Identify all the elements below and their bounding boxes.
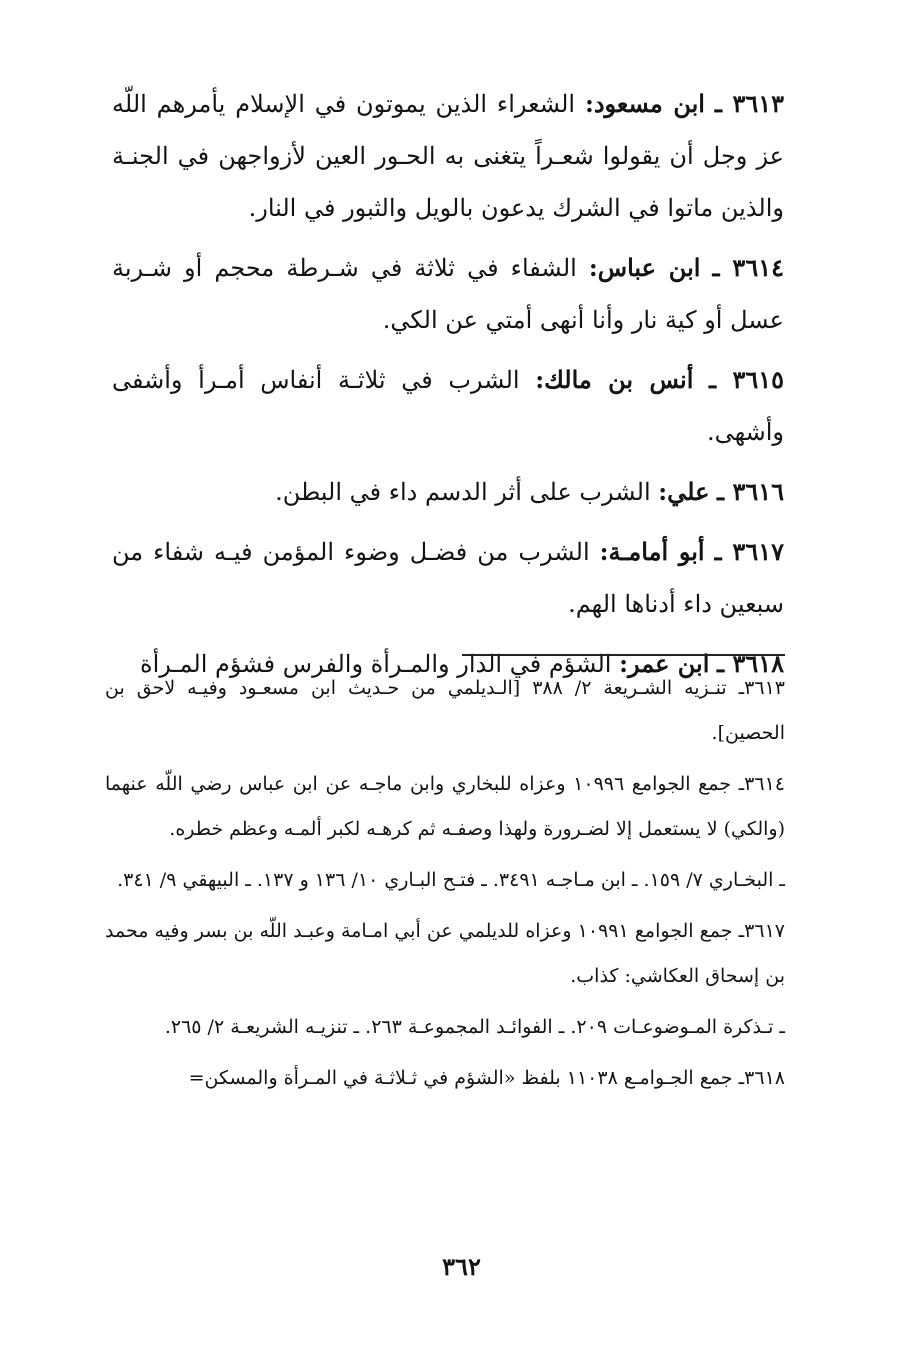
entry-number: ٣٦١٨ ـ bbox=[717, 649, 784, 678]
footnote-3618: ٣٦١٨ـ جمع الجـوامـع ١١٠٣٨ بلفظ «الشؤم في ثـلاثـة في المـرأة والمسكن= bbox=[188, 1067, 785, 1089]
footnote-3614: ٣٦١٤ـ جمع الجوامع ١٠٩٩٦ وعزاه للبخاري وابن ماجـه عن ابن عباس رضي اللّه عنهما (والكي) لا يستعمل إلا لضـرورة ولهذا وصفـه ثم كرهـه لكبر ألمـه وعظم خطره. bbox=[105, 773, 785, 840]
entry-narrator: ابن عباس: bbox=[588, 253, 701, 282]
entry-narrator: علي: bbox=[658, 477, 710, 506]
main-text bbox=[112, 78, 784, 698]
entry-number: ٣٦١٧ ـ bbox=[714, 537, 784, 566]
entry-text: الشفاء في ثلاثة في شـرطة محجم أو شـربة عسل أو كية نار وأنا أنهى أمتي عن الكي. bbox=[112, 254, 784, 334]
entry-text: الشرب من فضـل وضوء المؤمن فيـه شفاء من سبعين داء أدناها الهم. bbox=[112, 538, 784, 618]
page-number: ٣٦٢ bbox=[442, 1252, 481, 1281]
entry-narrator: أنس بن مالك: bbox=[535, 365, 694, 394]
footnotes bbox=[105, 666, 785, 1107]
entry-text: الشعراء الذين يموتون في الإسلام يأمرهم اللّه عز وجل أن يقولوا شعـراً يتغنى به الحـور العين لأزواجهن في الجنـة والذين ماتوا في الشرك يدعون بالويل والثبور في النار. bbox=[112, 90, 785, 222]
entry-number: ٣٦١٦ ـ bbox=[717, 477, 784, 506]
entry-text: الشرب على أثر الدسم داء في البطن. bbox=[275, 478, 651, 506]
entry-3616 bbox=[112, 466, 784, 518]
footnote-3613: ٣٦١٣ـ تنـزيه الشـريعة ٢/ ٣٨٨ [الـديلمي من حـديث ابن مسعـود وفيـه لاحق بن الحصين]. bbox=[105, 677, 785, 744]
entry-number: ٣٦١٣ ـ bbox=[714, 89, 785, 118]
entry-3617 bbox=[112, 526, 784, 630]
footnote-3617-sources: ـ تـذكرة المـوضوعـات ٢٠٩. ـ الفوائـد المجموعـة ٢٦٣. ـ تنزيـه الشريعـة ٢/ ٢٦٥. bbox=[164, 1016, 785, 1038]
entry-number: ٣٦١٤ ـ bbox=[712, 253, 784, 282]
entry-number: ٣٦١٥ ـ bbox=[709, 365, 785, 394]
footnote-3617: ٣٦١٧ـ جمع الجوامع ١٠٩٩١ وعزاه للديلمي عن أبي امـامة وعبـد اللّه بن بسر وفيه محمد بن إسحاق العكاشي: كذاب. bbox=[105, 920, 785, 987]
entry-3614 bbox=[112, 242, 784, 346]
entry-narrator: أبو أمامـة: bbox=[599, 537, 705, 566]
footnote-3614-sources: ـ البخـاري ٧/ ١٥٩. ـ ابن مـاجـه ٣٤٩١. ـ فتـح البـاري ١٠/ ١٣٦ و ١٣٧. ـ البيهقي ٩/ ٣٤١. bbox=[117, 869, 785, 891]
footnote-divider bbox=[462, 654, 785, 656]
entry-3613 bbox=[112, 78, 784, 234]
entry-text: الشرب في ثلاثـة أنفاس أمـرأ وأشفى وأشهى. bbox=[112, 366, 784, 446]
entry-text: الشؤم في الدار والمـرأة والفرس فشؤم المـرأة bbox=[140, 650, 612, 678]
entry-3615 bbox=[112, 354, 784, 458]
entry-narrator: ابن عمر: bbox=[619, 649, 710, 678]
entry-narrator: ابن مسعود: bbox=[584, 89, 705, 118]
